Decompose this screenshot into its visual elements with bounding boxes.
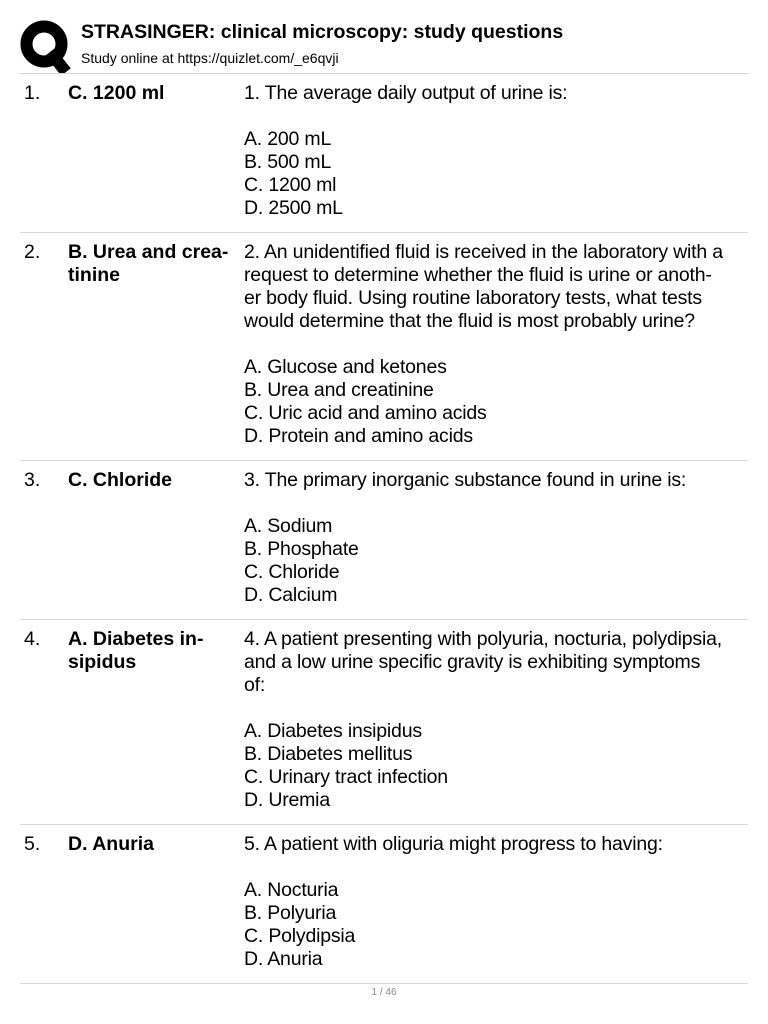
- page-title: STRASINGER: clinical microscopy: study questions: [81, 21, 564, 43]
- option-item: C. Chloride: [244, 561, 340, 583]
- card-answer: C. Chloride: [68, 469, 173, 491]
- card-question: [244, 628, 744, 812]
- flashcard-row: [20, 233, 748, 461]
- option-item: B. Phosphate: [244, 538, 359, 560]
- option-item: D. Calcium: [244, 584, 338, 606]
- flashcard-row: [20, 620, 748, 825]
- quizlet-logo-icon: [20, 20, 72, 74]
- question-text: 5. A patient with oliguria might progress to having:: [244, 833, 663, 855]
- option-item: B. Diabetes mellitus: [244, 743, 413, 765]
- page-header: [0, 0, 768, 74]
- card-answer: D. Anuria: [68, 833, 154, 855]
- card-question: [244, 469, 744, 607]
- option-item: C. Urinary tract infection: [244, 766, 448, 788]
- option-item: B. Polyuria: [244, 902, 337, 924]
- option-item: A. 200 mL: [244, 128, 332, 150]
- option-item: B. 500 mL: [244, 151, 332, 173]
- flashcard-row: [20, 461, 748, 620]
- card-number: 1.: [24, 82, 41, 104]
- options-list: [244, 356, 744, 448]
- card-answer: C. 1200 ml: [68, 82, 165, 104]
- option-item: A. Nocturia: [244, 879, 339, 901]
- option-item: C. 1200 ml: [244, 174, 337, 196]
- flashcard-row: [20, 74, 748, 233]
- option-item: A. Diabetes insipidus: [244, 720, 422, 742]
- flashcard-row: [20, 825, 748, 984]
- option-item: D. Anuria: [244, 948, 323, 970]
- option-item: A. Sodium: [244, 515, 333, 537]
- card-number: 4.: [24, 628, 41, 650]
- option-item: C. Polydipsia: [244, 925, 356, 947]
- option-item: B. Urea and creatinine: [244, 379, 434, 401]
- flashcard-list: [20, 74, 748, 984]
- question-text: 4. A patient presenting with polyuria, nocturia, polydipsia, and a low urine specific gravity is exhibiting symptoms of:: [244, 628, 722, 696]
- options-list: [244, 128, 744, 220]
- option-item: D. Uremia: [244, 789, 330, 811]
- card-answer: B. Urea and crea- tinine: [68, 241, 229, 286]
- options-list: [244, 515, 744, 607]
- card-question: [244, 82, 744, 220]
- question-text: 1. The average daily output of urine is:: [244, 82, 568, 104]
- question-text: 2. An unidentified fluid is received in the laboratory with a request to determine whether the fluid is urine or anoth- er body fluid. Using routine laboratory tests, what tests would determine that the fluid is most probably urine?: [244, 241, 723, 332]
- option-item: D. 2500 mL: [244, 197, 343, 219]
- option-item: C. Uric acid and amino acids: [244, 402, 487, 424]
- page-number: 1 / 46: [371, 987, 397, 998]
- card-number: 3.: [24, 469, 41, 491]
- card-question: [244, 833, 744, 971]
- card-number: 2.: [24, 241, 41, 263]
- card-question: [244, 241, 744, 448]
- study-online-link[interactable]: Study online at https://quizlet.com/_e6qvji: [81, 50, 339, 66]
- option-item: A. Glucose and ketones: [244, 356, 447, 378]
- options-list: [244, 720, 744, 812]
- question-text: 3. The primary inorganic substance found in urine is:: [244, 469, 687, 491]
- card-number: 5.: [24, 833, 41, 855]
- options-list: [244, 879, 744, 971]
- option-item: D. Protein and amino acids: [244, 425, 473, 447]
- card-answer: A. Diabetes in- sipidus: [68, 628, 204, 673]
